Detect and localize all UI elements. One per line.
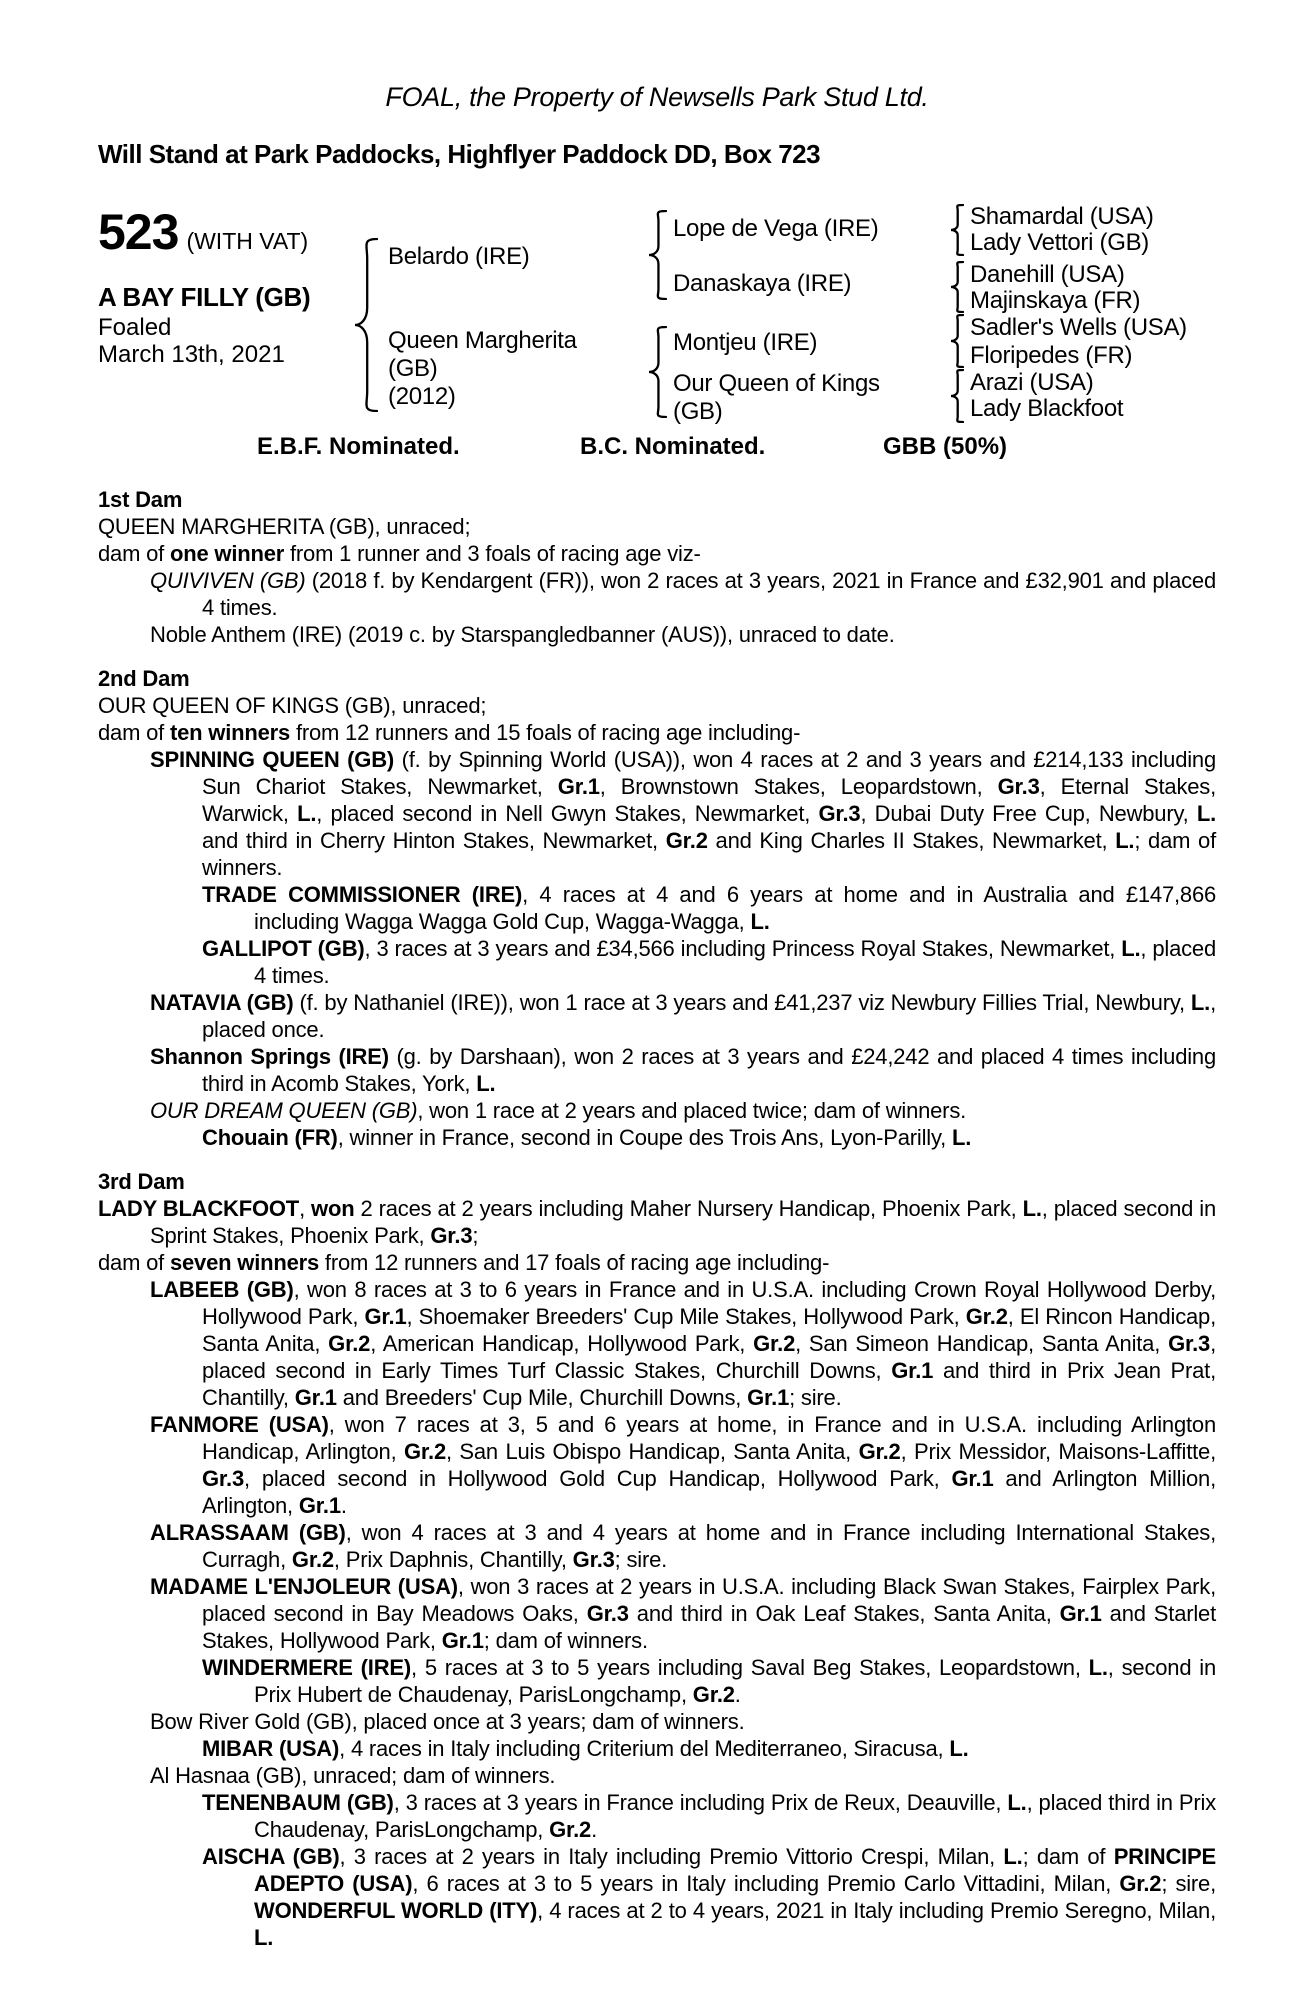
pedigree-paragraph: [98, 621, 1216, 648]
bold-text: Gr.1: [364, 1304, 407, 1329]
pedigree-name-line: Lady Blackfoot: [970, 395, 1124, 422]
pedigree-paragraph: [98, 692, 1216, 719]
bold-text: Gr.2: [1119, 1871, 1162, 1896]
pedigree-name-line: Queen Margherita: [388, 327, 577, 354]
plain-text: , won 1 race at 2 years and placed twice; dam of winners.: [417, 1098, 967, 1123]
bold-text: Chouain (FR): [202, 1125, 338, 1150]
pedigree-gp-5: [970, 314, 1187, 342]
pedigree-paragraph: [98, 1195, 1216, 1249]
pedigree-brace-gen1: [354, 238, 378, 412]
bold-text: GALLIPOT (GB): [202, 936, 365, 961]
plain-text: (g. by Darshaan), won 2 races at 3 years and £24,242 and placed 4 times including third in Acomb Stakes, York,: [202, 1044, 1216, 1096]
bold-text: Gr.3: [430, 1223, 473, 1248]
pedigree-brace-gp2: [950, 261, 964, 313]
plain-text: , 3 races at 3 years in France including Prix de Reux, Deauville,: [393, 1790, 1008, 1815]
bold-text: Gr.2: [549, 1817, 592, 1842]
stand-location: Will Stand at Park Paddocks, Highflyer Paddock DD, Box 723: [98, 139, 821, 169]
pedigree-paragraph: [98, 1735, 1216, 1762]
plain-text: from 12 runners and 15 foals of racing age including-: [290, 720, 801, 745]
plain-text: from 12 runners and 17 foals of racing age including-: [319, 1250, 830, 1275]
plain-text: , 4 races at 2 to 4 years, 2021 in Italy including Premio Seregno, Milan,: [537, 1898, 1217, 1923]
bold-text: L.: [1196, 801, 1216, 826]
plain-text: and third in Prix Jean Prat, Chantilly,: [202, 1358, 1216, 1410]
bold-text: Gr.1: [951, 1466, 994, 1491]
bold-text: MADAME L'ENJOLEUR (USA): [150, 1574, 458, 1599]
bold-text: Gr.3: [586, 1601, 629, 1626]
pedigree-name-line: Floripedes (FR): [970, 342, 1133, 369]
foaled-label: Foaled: [98, 314, 172, 341]
plain-text: , placed 4 times.: [254, 936, 1216, 988]
pedigree-sire: [388, 243, 529, 271]
plain-text: ; sire,: [1161, 1871, 1217, 1896]
pedigree-paragraph: [98, 540, 1216, 567]
pedigree-name-line: (GB): [673, 398, 723, 425]
bold-text: Gr.3: [818, 801, 861, 826]
plain-text: ; dam of: [1022, 1844, 1114, 1869]
vat-note: (WITH VAT): [186, 228, 309, 254]
plain-text: , Prix Messidor, Maisons-Laffitte,: [900, 1439, 1216, 1464]
foaled-date: March 13th, 2021: [98, 341, 285, 368]
bold-text: WONDERFUL WORLD (ITY): [254, 1898, 538, 1923]
bold-text: FANMORE (USA): [150, 1412, 329, 1437]
plain-text: , placed second in Early Times Turf Classic Stakes, Churchill Downs,: [202, 1331, 1216, 1383]
bold-text: L.: [1003, 1844, 1023, 1869]
pedigree-gp-3: [970, 261, 1125, 289]
pedigree-paragraph: [98, 746, 1216, 881]
bold-text: ten winners: [169, 720, 291, 745]
bold-text: L.: [1007, 1790, 1027, 1815]
plain-text: and Arlington Million, Arlington,: [202, 1466, 1216, 1518]
pedigree-paragraph: [98, 1654, 1216, 1708]
pedigree-gp-2: [970, 229, 1149, 257]
plain-text: , Eternal Stakes, Warwick,: [202, 774, 1216, 826]
pedigree-name-line: (2012): [388, 383, 456, 410]
pedigree-name-line: Danehill (USA): [970, 261, 1125, 288]
catalogue-title: FOAL, the Property of Newsells Park Stud Ltd.: [385, 82, 929, 112]
pedigree-name-line: Montjeu (IRE): [673, 329, 818, 356]
plain-text: , Dubai Duty Free Cup, Newbury,: [860, 801, 1197, 826]
bold-text: LADY BLACKFOOT: [98, 1196, 300, 1221]
plain-text: , 3 races at 3 years and £34,566 including Princess Royal Stakes, Newmarket,: [364, 936, 1122, 961]
plain-text: , won 8 races at 3 to 6 years in France and in U.S.A. including Crown Royal Hollywood Derby, Hollywood Park,: [202, 1277, 1216, 1329]
gbb-note: GBB (50%): [883, 433, 1008, 460]
bold-text: NATAVIA (GB): [150, 990, 294, 1015]
plain-text: dam of: [98, 541, 170, 566]
pedigree-paragraph: [98, 1789, 1216, 1843]
bold-text: Gr.1: [298, 1493, 341, 1518]
plain-text: , winner in France, second in Coupe des Trois Ans, Lyon-Parilly,: [337, 1125, 952, 1150]
pedigree-paragraph: [98, 935, 1216, 989]
bold-text: LABEEB (GB): [150, 1277, 294, 1302]
pedigree-paragraph: [98, 567, 1216, 621]
pedigree-name-line: Shamardal (USA): [970, 203, 1154, 230]
plain-text: ,: [299, 1196, 312, 1221]
pedigree-brace-gp4: [950, 369, 964, 423]
pedigree-paragraph: [98, 1097, 1216, 1124]
pedigree-brace-gp1: [950, 204, 964, 256]
pedigree-paragraph: [98, 1762, 1216, 1789]
bold-text: PRINCIPE ADEPTO (USA): [254, 1844, 1216, 1896]
dam-section-heading: 1st Dam: [98, 487, 183, 512]
pedigree-brace-dam: [648, 326, 667, 418]
pedigree-name-line: Majinskaya (FR): [970, 287, 1141, 314]
plain-text: , American Handicap, Hollywood Park,: [370, 1331, 754, 1356]
bold-text: Gr.2: [291, 1547, 334, 1572]
plain-text: , placed third in Prix Chaudenay, ParisLongchamp,: [254, 1790, 1216, 1842]
bold-text: L.: [476, 1071, 496, 1096]
bold-text: L.: [750, 909, 770, 934]
pedigree-name-line: Sadler's Wells (USA): [970, 314, 1187, 341]
bold-text: Gr.1: [294, 1385, 337, 1410]
bold-text: L.: [1190, 990, 1211, 1015]
plain-text: , placed second in Hollywood Gold Cup Handicap, Hollywood Park,: [244, 1466, 952, 1491]
bold-text: Gr.2: [753, 1331, 796, 1356]
lot-number: 523: [98, 204, 179, 260]
plain-text: ; sire.: [789, 1385, 842, 1410]
plain-text: and Starlet Stakes, Hollywood Park,: [202, 1601, 1216, 1653]
pedigree-name-line: Arazi (USA): [970, 369, 1094, 396]
plain-text: ;: [472, 1223, 479, 1248]
plain-text: , Brownstown Stakes, Leopardstown,: [599, 774, 998, 799]
plain-text: , placed second in Nell Gwyn Stakes, Newmarket,: [316, 801, 819, 826]
plain-text: ; dam of winners.: [483, 1628, 648, 1653]
plain-text: and third in Oak Leaf Stakes, Santa Anita,: [628, 1601, 1060, 1626]
bold-text: Gr.2: [965, 1304, 1008, 1329]
bold-text: won: [311, 1196, 355, 1221]
plain-text: 2 races at 2 years including Maher Nursery Handicap, Phoenix Park,: [354, 1196, 1023, 1221]
pedigree-paragraph: [98, 719, 1216, 746]
pedigree-name-line: Our Queen of Kings: [673, 370, 880, 397]
plain-text: , 6 races at 3 to 5 years in Italy including Premio Carlo Vittadini, Milan,: [412, 1871, 1120, 1896]
pedigree-paragraph: [98, 1124, 1216, 1151]
plain-text: , won 4 races at 3 and 4 years at home and in France including International Stakes, Curragh,: [202, 1520, 1217, 1572]
pedigree-paragraph: [98, 513, 1216, 540]
bold-text: Gr.2: [692, 1682, 735, 1707]
bold-text: Gr.1: [1059, 1601, 1102, 1626]
plain-text: and King Charles II Stakes, Newmarket,: [707, 828, 1116, 853]
pedigree-brace-sire: [648, 210, 667, 300]
bold-text: L.: [1088, 1655, 1108, 1680]
dam-sections: [98, 486, 1216, 1951]
pedigree-paragraph: [98, 989, 1216, 1043]
plain-text: , second in Prix Hubert de Chaudenay, ParisLongchamp,: [254, 1655, 1216, 1707]
pedigree-paragraph: [98, 1276, 1216, 1411]
italic-text: OUR DREAM QUEEN (GB): [150, 1098, 418, 1123]
bold-text: Shannon Springs (IRE): [150, 1044, 389, 1069]
plain-text: , placed second in Sprint Stakes, Phoenix Park,: [150, 1196, 1216, 1248]
bold-text: L.: [952, 1125, 972, 1150]
pedigree-paragraph: [98, 1411, 1216, 1519]
pedigree-gp-6: [970, 342, 1132, 370]
plain-text: .: [340, 1493, 347, 1518]
plain-text: , San Simeon Handicap, Santa Anita,: [795, 1331, 1169, 1356]
plain-text: , El Rincon Handicap, Santa Anita,: [202, 1304, 1217, 1356]
bold-text: AISCHA (GB): [202, 1844, 340, 1869]
bc-nominated: B.C. Nominated.: [580, 433, 766, 460]
bold-text: MIBAR (USA): [202, 1736, 340, 1761]
plain-text: (f. by Nathaniel (IRE)), won 1 race at 3 years and £41,237 viz Newbury Fillies Trial, Newbury,: [293, 990, 1191, 1015]
lot-header: [98, 203, 308, 261]
plain-text: , 4 races at 4 and 6 years at home and in Australia and £147,866 including Wagga Wagga Gold Cup, Wagga-Wagga,: [254, 882, 1217, 934]
pedigree-gp-4: [970, 287, 1140, 315]
bold-text: Gr.3: [1168, 1331, 1211, 1356]
pedigree-paragraph: [98, 881, 1216, 935]
bold-text: L.: [1121, 936, 1141, 961]
plain-text: Al Hasnaa (GB), unraced; dam of winners.: [150, 1763, 556, 1788]
bold-text: Gr.2: [665, 828, 708, 853]
dam-section-heading: 3rd Dam: [98, 1169, 185, 1194]
plain-text: from 1 runner and 3 foals of racing age viz-: [284, 541, 701, 566]
plain-text: , placed once.: [202, 990, 1216, 1042]
plain-text: OUR QUEEN OF KINGS (GB), unraced;: [98, 693, 487, 718]
pedigree-name-line: Belardo (IRE): [388, 243, 530, 270]
plain-text: , 5 races at 3 to 5 years including Saval Beg Stakes, Leopardstown,: [411, 1655, 1089, 1680]
bold-text: Gr.3: [997, 774, 1040, 799]
bold-text: Gr.1: [441, 1628, 484, 1653]
bold-text: Gr.2: [328, 1331, 371, 1356]
plain-text: ; dam of winners.: [202, 828, 1216, 880]
plain-text: dam of: [98, 720, 170, 745]
plain-text: , San Luis Obispo Handicap, Santa Anita,: [446, 1439, 859, 1464]
bold-text: Gr.3: [572, 1547, 615, 1572]
plain-text: , won 3 races at 2 years in U.S.A. including Black Swan Stakes, Fairplex Park, placed second in Bay Meadows Oaks,: [202, 1574, 1216, 1626]
bold-text: TENENBAUM (GB): [202, 1790, 394, 1815]
bold-text: Gr.3: [202, 1466, 245, 1491]
bold-text: WINDERMERE (IRE): [202, 1655, 412, 1680]
pedigree-sire-sire: [673, 215, 878, 243]
plain-text: QUEEN MARGHERITA (GB), unraced;: [98, 514, 471, 539]
pedigree-paragraph: [98, 1043, 1216, 1097]
plain-text: , won 7 races at 3, 5 and 6 years at home, in France and in U.S.A. including Arlington Handicap, Arlington,: [202, 1412, 1216, 1464]
plain-text: , Shoemaker Breeders' Cup Mile Stakes, Hollywood Park,: [406, 1304, 966, 1329]
bold-text: one winner: [169, 541, 285, 566]
bold-text: L.: [1022, 1196, 1042, 1221]
plain-text: Noble Anthem (IRE) (2019 c. by Starspangledbanner (AUS)), unraced to date.: [150, 622, 895, 647]
pedigree-brace-gp3: [950, 314, 964, 368]
bold-text: L.: [949, 1736, 969, 1761]
pedigree-paragraph: [98, 1519, 1216, 1573]
bold-text: TRADE COMMISSIONER (IRE): [202, 882, 523, 907]
dam-section: [98, 1168, 1216, 1951]
pedigree-paragraph: [98, 1249, 1216, 1276]
plain-text: , 4 races in Italy including Criterium del Mediterraneo, Siracusa,: [339, 1736, 950, 1761]
bold-text: Gr.1: [891, 1358, 934, 1383]
plain-text: and third in Cherry Hinton Stakes, Newmarket,: [202, 828, 666, 853]
plain-text: ; sire.: [614, 1547, 668, 1572]
pedigree-gp-8: [970, 395, 1123, 423]
pedigree-sire-dam: [673, 270, 851, 298]
bold-text: Gr.2: [403, 1439, 446, 1464]
pedigree-name-line: Lope de Vega (IRE): [673, 215, 879, 242]
pedigree-dam: [388, 327, 577, 411]
plain-text: .: [591, 1817, 597, 1842]
pedigree-name-line: (GB): [388, 355, 438, 382]
horse-description: A BAY FILLY (GB): [98, 282, 311, 312]
pedigree-gp-1: [970, 203, 1154, 231]
pedigree-paragraph: [98, 1573, 1216, 1654]
bold-text: Gr.1: [557, 774, 600, 799]
plain-text: .: [734, 1682, 741, 1707]
bold-text: L.: [1115, 828, 1135, 853]
pedigree-paragraph: [98, 1843, 1216, 1951]
bold-text: Gr.1: [747, 1385, 790, 1410]
pedigree-name-line: Lady Vettori (GB): [970, 229, 1149, 256]
bold-text: Gr.2: [858, 1439, 901, 1464]
plain-text: , 3 races at 2 years in Italy including Premio Vittorio Crespi, Milan,: [339, 1844, 1004, 1869]
pedigree-paragraph: [98, 1708, 1216, 1735]
dam-section: [98, 665, 1216, 1151]
ebf-nominated: E.B.F. Nominated.: [257, 433, 460, 460]
plain-text: dam of: [98, 1250, 170, 1275]
dam-section: [98, 486, 1216, 648]
plain-text: and Breeders' Cup Mile, Churchill Downs,: [336, 1385, 748, 1410]
bold-text: L.: [297, 801, 317, 826]
plain-text: (2018 f. by Kendargent (FR)), won 2 races at 3 years, 2021 in France and £32,901 and placed 4 times.: [202, 568, 1216, 620]
pedigree-dam-dam: [673, 370, 880, 426]
pedigree-name-line: Danaskaya (IRE): [673, 270, 852, 297]
plain-text: , Prix Daphnis, Chantilly,: [333, 1547, 573, 1572]
bold-text: ALRASSAAM (GB): [150, 1520, 346, 1545]
italic-text: QUIVIVEN (GB): [150, 568, 306, 593]
pedigree-dam-sire: [673, 329, 817, 357]
bold-text: L.: [254, 1925, 274, 1950]
pedigree-gp-7: [970, 369, 1093, 397]
plain-text: (f. by Spinning World (USA)), won 4 races at 2 and 3 years and £214,133 including Sun Chariot Stakes, Newmarket,: [202, 747, 1216, 799]
dam-section-heading: 2nd Dam: [98, 666, 190, 691]
bold-text: seven winners: [169, 1250, 320, 1275]
plain-text: Bow River Gold (GB), placed once at 3 years; dam of winners.: [150, 1709, 745, 1734]
bold-text: SPINNING QUEEN (GB): [150, 747, 395, 772]
